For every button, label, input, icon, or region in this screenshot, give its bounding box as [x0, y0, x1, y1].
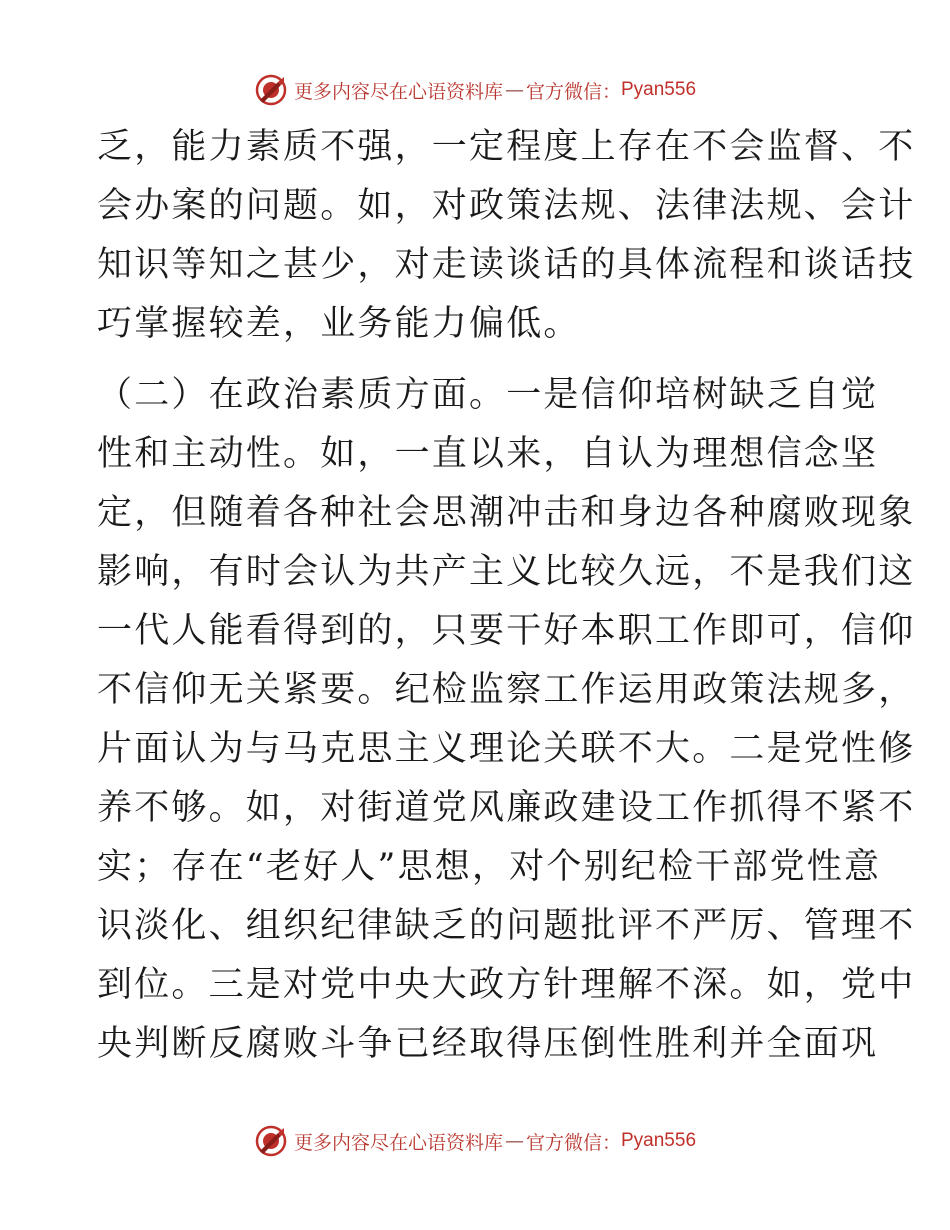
watermark-dash: —: [504, 79, 524, 101]
header-watermark: [0, 70, 950, 110]
text-line: 不信仰无关紧要。纪检监察工作运用政策法规多，: [97, 670, 916, 710]
watermark-wechat-id: Pyan556: [621, 1130, 697, 1151]
text-line: 影响，有时会认为共产主义比较久远，不是我们这: [97, 552, 916, 592]
paragraph-gap: [97, 354, 857, 366]
document-body: [97, 118, 916, 1074]
text-line: 乏，能力素质不强，一定程度上存在不会监督、不: [97, 127, 916, 167]
text-line: 性和主动性。如，一直以来，自认为理想信念坚: [97, 434, 879, 474]
text-line: 巧掌握较差，业务能力偏低。: [97, 304, 581, 344]
watermark-text: 更多内容尽在心语资料库: [293, 80, 503, 103]
paragraph-1: [97, 118, 916, 354]
text-line: 到位。三是对党中央大政方针理解不深。如，党中: [97, 965, 916, 1005]
watermark-logo-icon: [254, 1124, 288, 1158]
watermark-wechat-label: 官方微信：: [525, 1131, 621, 1154]
text-line: 一代人能看得到的，只要干好本职工作即可，信仰: [97, 611, 916, 651]
watermark-wechat-id: Pyan556: [621, 79, 697, 100]
watermark-dash: —: [504, 1130, 524, 1152]
watermark-wechat-label: 官方微信：: [525, 80, 621, 103]
footer-watermark: [0, 1121, 950, 1161]
watermark-logo-icon: [254, 73, 288, 107]
text-line: 片面认为与马克思主义理论关联不大。二是党性修: [97, 729, 916, 769]
text-line: 央判断反腐败斗争已经取得压倒性胜利并全面巩: [97, 1024, 879, 1064]
paragraph-2: [97, 366, 916, 1074]
text-line: 识淡化、组织纪律缺乏的问题批评不严厉、管理不: [97, 906, 916, 946]
watermark-text: 更多内容尽在心语资料库: [293, 1131, 503, 1154]
text-line: 养不够。如，对街道党风廉政建设工作抓得不紧不: [97, 788, 916, 828]
text-line: 定，但随着各种社会思潮冲击和身边各种腐败现象: [97, 493, 916, 533]
text-line: 实；存在“老好人”思想，对个别纪检干部党性意: [97, 847, 882, 887]
text-line: 知识等知之甚少，对走读谈话的具体流程和谈话技: [97, 245, 916, 285]
text-line: 会办案的问题。如，对政策法规、法律法规、会计: [97, 186, 916, 226]
text-line: （二）在政治素质方面。一是信仰培树缺乏自觉: [97, 375, 879, 415]
